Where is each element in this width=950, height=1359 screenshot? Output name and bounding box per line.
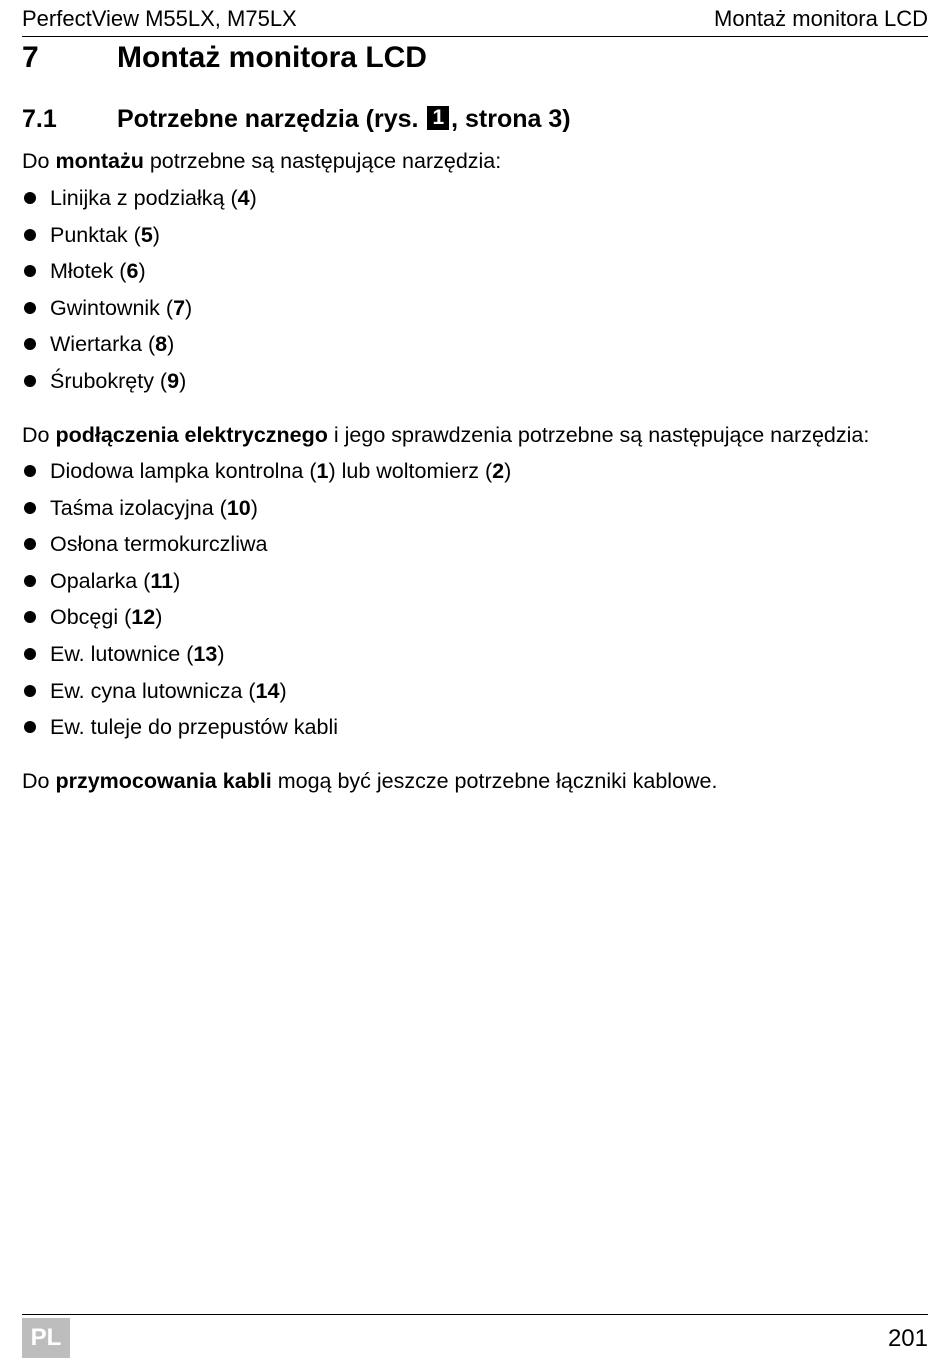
- section-title-end: , strona 3): [451, 105, 571, 133]
- bullet-icon: [24, 575, 36, 587]
- bullet-icon: [24, 465, 36, 477]
- bullet-icon: [24, 685, 36, 697]
- outro-paragraph: Do przymocowania kabli mogą być jeszcze potrzebne łączniki kablowe.: [22, 769, 718, 793]
- list-item: Punktak (5): [22, 221, 257, 258]
- chapter-title: Montaż monitora LCD: [117, 41, 427, 74]
- list-item: Śrubokręty (9): [22, 367, 257, 404]
- chapter-number: 7: [22, 41, 39, 74]
- bullet-icon: [24, 721, 36, 733]
- intro-paragraph-electrical: Do podłączenia elektrycznego i jego sprawdzenia potrzebne są następujące narzędzia:: [22, 423, 870, 447]
- emphasis-cable-fixing: przymocowania kabli: [55, 769, 272, 793]
- bullet-icon: [24, 611, 36, 623]
- section-heading: [22, 100, 571, 138]
- list-item: Ew. lutownice (13): [22, 640, 511, 677]
- emphasis-mounting: montażu: [55, 149, 144, 173]
- bullet-icon: [24, 302, 36, 314]
- bullet-icon: [24, 265, 36, 277]
- header-chapter: Montaż monitora LCD: [714, 6, 928, 31]
- bullet-icon: [24, 502, 36, 514]
- list-item: Ew. cyna lutownicza (14): [22, 677, 511, 714]
- language-badge: PL: [22, 1318, 70, 1358]
- emphasis-electrical: podłączenia elektrycznego: [55, 423, 328, 447]
- list-item: Opalarka (11): [22, 567, 511, 604]
- header-product: PerfectView M55LX, M75LX: [22, 6, 297, 31]
- chapter-heading: [22, 38, 427, 78]
- bullet-icon: [24, 192, 36, 204]
- bullet-icon: [24, 229, 36, 241]
- bullet-icon: [24, 375, 36, 387]
- figure-reference-badge: 1: [427, 106, 449, 130]
- list-item: Wiertarka (8): [22, 330, 257, 367]
- page-header: [22, 4, 928, 37]
- section-number: 7.1: [22, 105, 57, 133]
- intro-paragraph-mounting: Do montażu potrzebne są następujące narzędzia:: [22, 149, 502, 173]
- bullet-icon: [24, 648, 36, 660]
- list-item: Ew. tuleje do przepustów kabli: [22, 713, 511, 750]
- bullet-icon: [24, 338, 36, 350]
- list-item: Linijka z podziałką (4): [22, 184, 257, 221]
- bullet-icon: [24, 538, 36, 550]
- mounting-tools-list: [22, 184, 257, 404]
- section-title-start: Potrzebne narzędzia (rys.: [117, 105, 419, 133]
- list-item: Diodowa lampka kontrolna (1) lub woltomierz (2): [22, 457, 511, 494]
- list-item: Taśma izolacyjna (10): [22, 494, 511, 531]
- page-number: 201: [887, 1325, 928, 1352]
- list-item: Gwintownik (7): [22, 294, 257, 331]
- list-item: Młotek (6): [22, 257, 257, 294]
- electrical-tools-list: [22, 457, 511, 750]
- list-item: Obcęgi (12): [22, 603, 511, 640]
- list-item: Osłona termokurczliwa: [22, 530, 511, 567]
- page-footer: [22, 1314, 928, 1359]
